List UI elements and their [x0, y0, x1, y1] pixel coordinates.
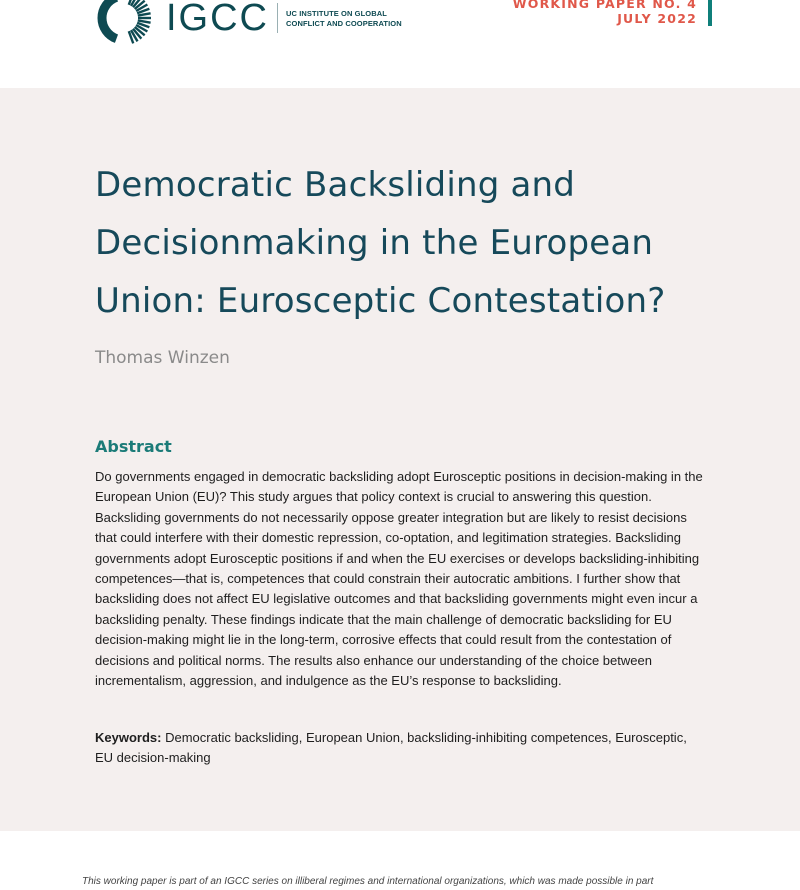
- igcc-logo-mark-icon: [92, 0, 156, 48]
- logo-tagline-line-1: UC INSTITUTE ON GLOBAL: [286, 9, 387, 18]
- footer-note: This working paper is part of an IGCC series on illiberal regimes and international organizations, which was made possible in part: [82, 876, 654, 887]
- keywords-text: Democratic backsliding, European Union, backsliding-inhibiting competences, Eurosceptic, EU decision-making: [95, 730, 687, 766]
- igcc-logo: [92, 0, 402, 48]
- paper-title: Democratic Backsliding and Decisionmaking in the European Union: Eurosceptic Contestation?: [95, 165, 666, 321]
- keywords-label: Keywords:: [95, 730, 162, 745]
- logo-wordmark: IGCC: [166, 0, 269, 39]
- paper-author: Thomas Winzen: [95, 348, 230, 368]
- logo-tagline-line-2: CONFLICT AND COOPERATION: [286, 19, 402, 28]
- logo-divider: [277, 3, 278, 33]
- abstract-heading: Abstract: [95, 437, 172, 456]
- header-accent-bar: [708, 0, 712, 26]
- working-paper-number: WORKING PAPER NO. 4: [512, 0, 697, 11]
- page-header: [0, 0, 800, 88]
- publication-date: JULY 2022: [617, 11, 697, 26]
- cover-panel: [0, 88, 800, 831]
- working-paper-info: [513, 0, 697, 26]
- abstract-body: Do governments engaged in democratic backsliding adopt Eurosceptic positions in decision-making in the European Union (EU)? This study argues that policy context is crucial to answering this question. Backsliding governments do not necessarily oppose greater integration but are likely to resist decisions that could interfere with their domestic repression, co-optation, and legitimation strategies. Backsliding governments adopt Eurosceptic positions if and when the EU exercises or develops backsliding-inhibiting competences—that is, competences that could constrain their autocratic ambitions. I further show that backsliding does not affect EU legislative outcomes and that backsliding governments might even incur a backsliding penalty. These findings indicate that the main challenge of democratic backsliding for EU decision-making might lie in the long-term, corrosive effects that could result from the contestation of decisions and political norms. The results also enhance our understanding of the choice between incrementalism, aggression, and indulgence as the EU’s response to backsliding.: [95, 469, 703, 689]
- keywords: [95, 728, 705, 769]
- logo-tagline: [286, 9, 402, 29]
